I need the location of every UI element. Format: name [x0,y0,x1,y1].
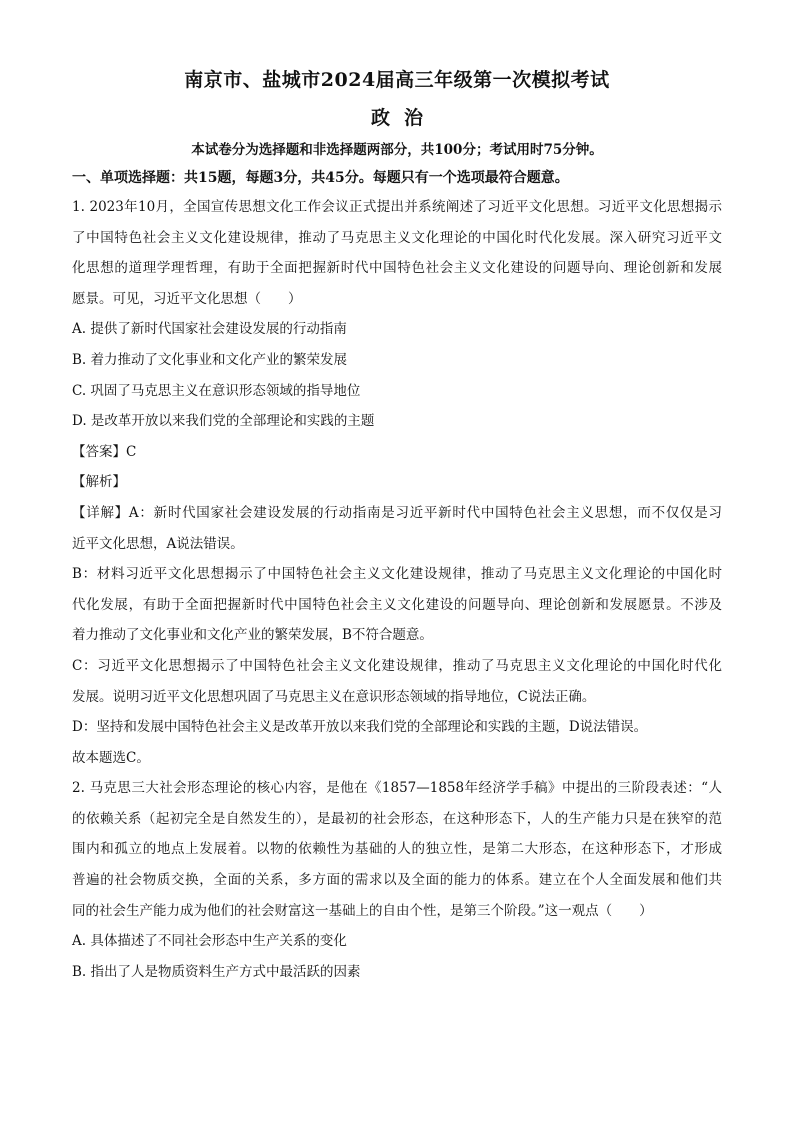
exam-note: 本试卷分为选择题和非选择题两部分，共100分；考试用时75分钟。 [191,142,603,158]
analysis-line: 故本题选C。 [72,749,150,766]
analysis-line: 发展。说明习近平文化思想巩固了马克思主义在意识形态领域的指导地位，C说法正确。 [72,688,596,705]
analysis-line: 近平文化思想，A说法错误。 [72,535,244,552]
analysis-line: 着力推动了文化事业和文化产业的繁荣发展，B不符合题意。 [72,627,433,644]
question-2-stem [72,773,722,926]
analysis-block-d [72,712,722,743]
exam-page [72,66,722,987]
stem-line: 普遍的社会物质交换，全面的关系，多方面的需求以及全面的能力的体系。建立在个人全面发展和他们共 [72,872,722,889]
option-b: B. 着力推动了文化事业和文化产业的繁荣发展 [72,351,348,368]
stem-line: 化思想的道理学理哲理，有助于全面把握新时代中国特色社会主义文化建设的问题导向、理论创新和发展 [72,260,722,277]
stem-line: 的依赖关系（起初完全是自然发生的），是最初的社会形态，在这种形态下，人的生产能力只是在狭窄的范 [72,810,722,827]
question-1 [72,192,722,773]
option-c: C. 巩固了马克思主义在意识形态领域的指导地位 [72,382,361,399]
question-2 [72,773,722,987]
analysis-line: 代化发展，有助于全面把握新时代中国特色社会主义文化建设的问题导向、理论创新和发展愿景。不涉及 [72,596,722,613]
stem-line: 2. 马克思三大社会形态理论的核心内容，是他在《1857—1858年经济学手稿》中提出的三阶段表述：“人 [72,780,722,797]
option-a: A. 提供了新时代国家社会建设发展的行动指南 [72,321,347,338]
analysis-block-c [72,651,722,712]
analysis-line: C：习近平文化思想揭示了中国特色社会主义文化建设规律，推动了马克思主义文化理论的中国化时代化 [72,657,722,674]
stem-line: 1. 2023年10月，全国宣传思想文化工作会议正式提出并系统阐述了习近平文化思想。习近平文化思想揭示 [72,199,722,215]
option-d: D. 是改革开放以来我们党的全部理论和实践的主题 [72,413,375,430]
answer-value: C [126,443,137,460]
analysis-line: B：材料习近平文化思想揭示了中国特色社会主义文化建设规律，推动了马克思主义文化理论的中国化时 [72,566,722,583]
analysis-conclusion [72,743,722,774]
analysis-block-a [72,498,722,559]
answer-line [72,437,722,468]
answer-label: 【答案】 [72,443,126,460]
section-heading: 一、单项选择题：共15题，每题3分，共45分。每题只有一个选项最符合题意。 [72,170,569,186]
analysis-block-b [72,559,722,651]
analysis-line: D：坚持和发展中国特色社会主义是改革开放以来我们党的全部理论和实践的主题，D说法错误。 [72,719,648,736]
stem-line: 了中国特色社会主义文化建设规律，推动了马克思主义文化理论的中国化时代化发展。深入研究习近平文 [72,229,722,246]
exam-title: 南京市、盐城市2024届高三年级第一次模拟考试 [184,69,610,91]
stem-line: 围内和孤立的地点上发展着。以物的依赖性为基础的人的独立性，是第二大形态，在这种形态下，才形成 [72,841,722,858]
stem-line: 愿景。可见，习近平文化思想（ ） [72,290,302,307]
analysis-line: 【详解】A：新时代国家社会建设发展的行动指南是习近平新时代中国特色社会主义思想，而不仅仅是习 [72,504,722,521]
question-1-stem [72,192,722,314]
subject-title: 政治 [370,107,437,129]
stem-line: 同的社会生产能力成为他们的社会财富这一基础上的自由个性，是第三个阶段。”这一观点（ ） [72,902,653,919]
option-a: A. 具体描述了不同社会形态中生产关系的变化 [72,933,347,950]
analysis-label: 【解析】 [72,474,126,491]
option-b: B. 指出了人是物质资料生产方式中最活跃的因素 [72,963,361,980]
